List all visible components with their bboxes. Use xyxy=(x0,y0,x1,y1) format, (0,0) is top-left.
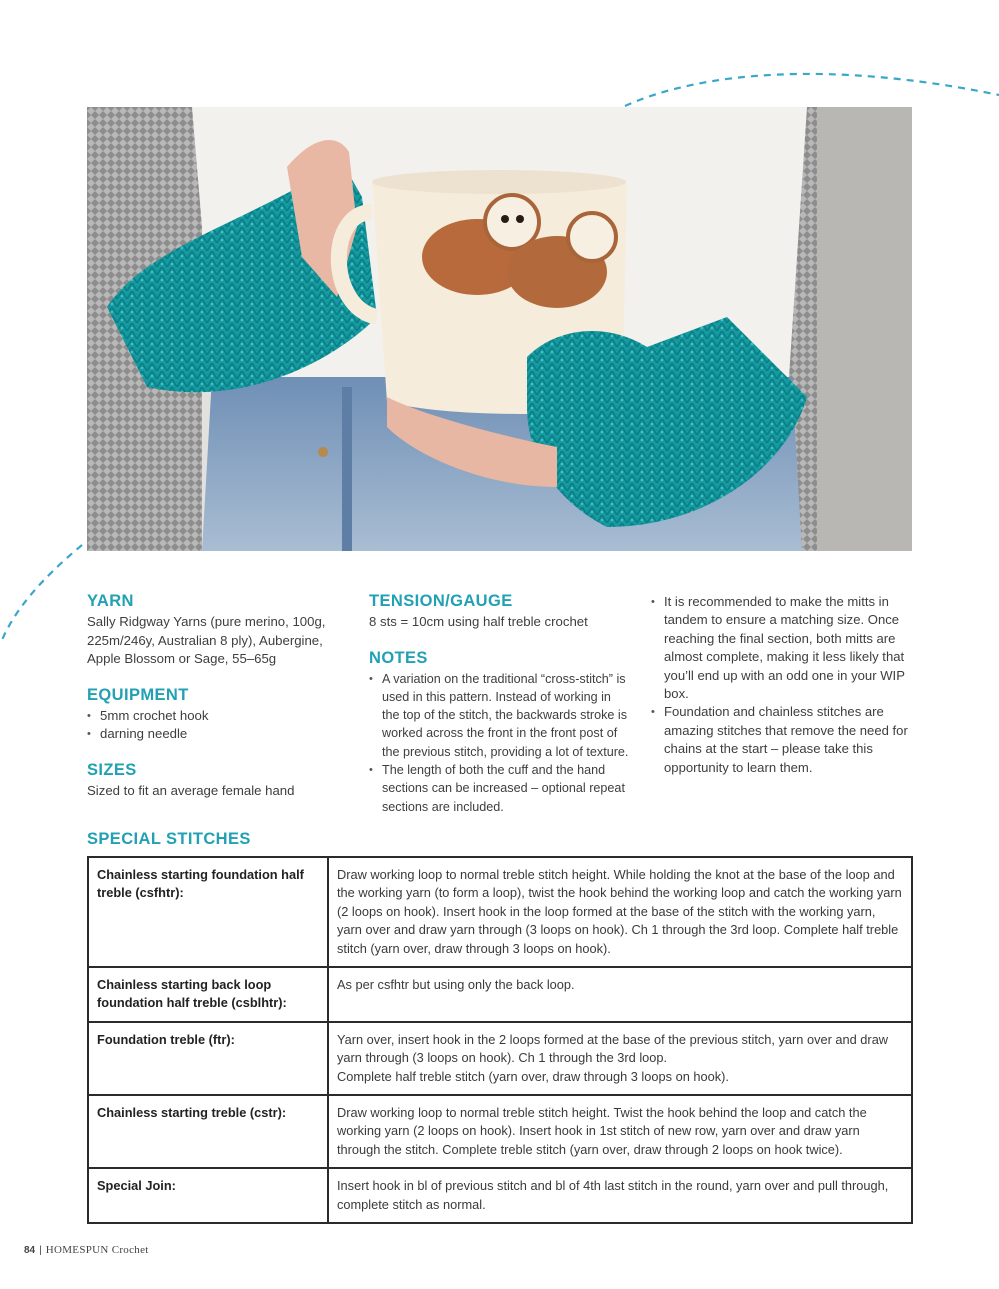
note-item: • A variation on the traditional “cross-stitch” is used in this pattern. Instead of working in the top of the stitch, the backwards stroke is worked across the front in the front post of the previous stitch, providing a lot of texture. xyxy=(369,670,631,761)
table-row xyxy=(88,1095,912,1168)
equipment-heading: EQUIPMENT xyxy=(87,685,189,704)
note-item: • The length of both the cuff and the hand sections can be increased – optional repeat sections are included. xyxy=(369,761,631,816)
note-item: • Foundation and chainless stitches are amazing stitches that remove the need for chains at the start – please take this opportunity to learn them. xyxy=(651,703,913,777)
tension-notes-column xyxy=(369,591,631,816)
stitch-definition: As per csfhtr but using only the back loop. xyxy=(328,967,912,1022)
stitch-term: Chainless starting treble (cstr): xyxy=(88,1095,328,1168)
stitch-term: Chainless starting foundation half treble (csfhtr): xyxy=(88,857,328,967)
magazine-name: HOMESPUN Crochet xyxy=(45,1244,149,1256)
table-row xyxy=(88,1022,912,1095)
notes-heading: NOTES xyxy=(369,648,428,667)
table-row xyxy=(88,857,912,967)
yarn-line: Sally Ridgway Yarns (pure merino, 100g, xyxy=(87,614,326,629)
yarn-heading: YARN xyxy=(87,592,134,610)
stitch-definition: Yarn over, insert hook in the 2 loops formed at the base of the previous stitch, yarn over and draw yarn through (3 loops on hook). Ch 1 through the 3rd loop. Complete half treble stitch (yarn over, draw through 3 loops on hook). xyxy=(328,1022,912,1095)
special-stitches-heading: SPECIAL STITCHES xyxy=(87,830,251,848)
note-item: • It is recommended to make the mitts in tandem to ensure a matching size. Once reaching the final section, both mitts are almost complete, making it less likely that you’ll end up with an odd one in your WIP box. xyxy=(651,593,913,703)
stitch-definition: Insert hook in bl of previous stitch and bl of 4th last stitch in the round, yarn over and pull through, complete stitch as normal. xyxy=(328,1168,912,1223)
stitch-term: Special Join: xyxy=(88,1168,328,1223)
stitch-definition: Draw working loop to normal treble stitch height. While holding the knot at the base of the loop and the working yarn (to form a loop), twist the hook behind the working loop and catch the working yarn (2 loops on hook). Insert hook in the loop formed at the base of the stitch with the working yarn, yarn over and draw yarn through (3 loops on hook). Ch 1 through the 3rd loop. Complete half treble stitch (yarn over, draw through 3 loops on hook). xyxy=(328,857,912,967)
sizes-heading: SIZES xyxy=(87,760,137,779)
page-footer xyxy=(24,1244,149,1256)
tension-heading: TENSION/GAUGE xyxy=(369,592,513,610)
notes-continued-column xyxy=(651,593,913,777)
equipment-item: • 5mm crochet hook xyxy=(87,707,352,726)
notes-list-continued xyxy=(651,593,913,777)
footer-separator: | xyxy=(39,1245,42,1256)
special-stitches-table xyxy=(87,856,913,1224)
page-number: 84 xyxy=(24,1245,36,1256)
notes-list xyxy=(369,670,631,816)
stitch-term: Foundation treble (ftr): xyxy=(88,1022,328,1095)
equipment-list xyxy=(87,707,352,744)
stitch-definition: Draw working loop to normal treble stitch height. Twist the hook behind the loop and catch the working yarn (2 loops on hook). Insert hook in 1st stitch of new row, yarn over and draw yarn through the stitch. Complete treble stitch (yarn over, draw through 2 loops on hook twice). xyxy=(328,1095,912,1168)
sizes-text: Sized to fit an average female hand xyxy=(87,782,295,798)
table-row xyxy=(88,967,912,1022)
materials-column xyxy=(87,591,352,800)
table-row xyxy=(88,1168,912,1223)
tension-text: 8 sts = 10cm using half treble crochet xyxy=(369,614,588,629)
hero-photo xyxy=(87,107,912,551)
yarn-line: 225m/246y, Australian 8 ply), Aubergine, xyxy=(87,632,323,648)
stitch-term: Chainless starting back loop foundation half treble (csblhtr): xyxy=(88,967,328,1022)
equipment-item: • darning needle xyxy=(87,725,352,744)
yarn-line: Apple Blossom or Sage, 55–65g xyxy=(87,651,277,666)
